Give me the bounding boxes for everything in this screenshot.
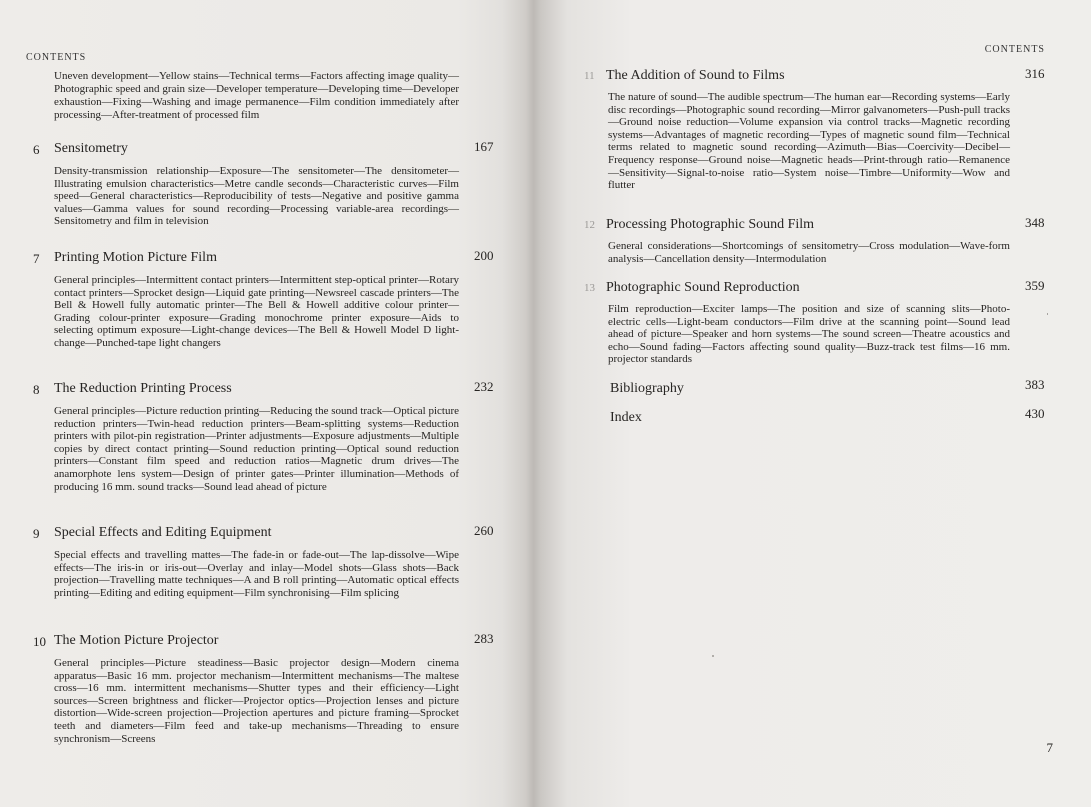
chapter-page-number: 167 <box>474 139 494 154</box>
chapter-page-number: 348 <box>1025 215 1045 230</box>
toc-index <box>610 406 1050 430</box>
back-matter-page-number: 383 <box>1025 377 1045 392</box>
chapter-number: 8 <box>33 382 40 397</box>
toc-chapter-7 <box>33 248 503 349</box>
chapter-title: The Addition of Sound to Films <box>606 68 785 83</box>
chapter-title: Sensitometry <box>54 141 128 156</box>
chapter-title: The Motion Picture Projector <box>54 633 219 648</box>
chapter-description: General considerations—Shortcomings of sensitometry—Cross modulation—Wave-form analysis—Cancellation density—Intermodulation <box>608 240 1010 265</box>
toc-chapter-8 <box>33 379 503 493</box>
chapter-page-number: 232 <box>474 379 494 394</box>
toc-chapter-12 <box>584 215 1091 265</box>
left-page <box>0 0 520 807</box>
page-folio: 7 <box>1046 740 1053 755</box>
toc-chapter-11 <box>584 66 1091 192</box>
back-matter-title: Bibliography <box>610 381 684 396</box>
chapter-title: Special Effects and Editing Equipment <box>54 525 272 540</box>
chapter-description: General principles—Picture reduction printing—Reducing the sound track—Optical picture reduction printers—Twin-head reduction printers—Beam-splitting systems—Reduction printers with pilot-pin registration—Printer adjustments—Exposure adjustments—Multiple copies by direct contact printing—Sound reduction printing—Optical sound reduction printers—Constant film speed and reduction ratios—Magnetic drum drives—The anamorphote lens system—Design of printer gates—Printer illumination—Methods of producing 16 mm. sound tracks—Sound lead ahead of picture <box>54 405 459 493</box>
toc-bibliography <box>610 377 1050 401</box>
toc-chapter-13 <box>584 278 1091 366</box>
paper-speck <box>712 655 714 657</box>
chapter-description: General principles—Picture steadiness—Basic projector design—Modern cinema apparatus—Basic 16 mm. projector mechanism—Intermittent mechanisms—The maltese cross—16 mm. intermittent mechanisms—Shutter types and their efficiency—Light sources—Screen brightness and flicker—Projector optics—Projection lenses and picture distortion—Wide-screen projection—Projection apertures and picture framing—Sprocket teeth and diameters—Film feed and take-up mechanisms—Threading to ensure synchronism—Screens <box>54 657 459 745</box>
chapter-title: Photographic Sound Reproduction <box>606 280 800 295</box>
chapter-description: Density-transmission relationship—Exposure—The sensitometer—The densitometer—Illustrating emulsion characteristics—Metre candle seconds—Characteristic curves—Film speed—General characteristics—Reproducibility of tests—Negative and positive gamma values—Gamma values for sound recording—Processing variable-area recordings—Sensitometry and film in television <box>54 165 459 228</box>
chapter-number: 12 <box>584 219 595 231</box>
back-matter-page-number: 430 <box>1025 406 1045 421</box>
running-head-left: CONTENTS <box>26 52 87 63</box>
chapter-page-number: 260 <box>474 523 494 538</box>
chapter-number: 10 <box>33 634 46 649</box>
toc-chapter-9 <box>33 523 503 599</box>
chapter-title: The Reduction Printing Process <box>54 381 232 396</box>
toc-chapter-6 <box>33 139 503 228</box>
chapter-description: The nature of sound—The audible spectrum—The human ear—Recording systems—Early disc recordings—Photographic sound recording—Mirror galvanometers—Push-pull tracks—Ground noise reduction—Volume expansion via control tracks—Magnetic recording systems—Advantages of magnetic recording—Types of magnetic sound film—Technical terms related to magnetic sound recording—Azimuth—Bias—Coercivity—Decibel—Frequency response—Ground noise—Magnetic heads—Print-through ratio—Remanence—Sensitivity—Signal-to-noise ratio—System noise—Timbre—Uniformity—Wow and flutter <box>608 91 1010 192</box>
paper-speck <box>1047 313 1048 315</box>
chapter-number: 13 <box>584 282 595 294</box>
back-matter-title: Index <box>610 410 642 425</box>
chapter-page-number: 316 <box>1025 66 1045 81</box>
running-head-right: CONTENTS <box>984 44 1045 55</box>
chapter-number: 9 <box>33 526 40 541</box>
chapter-number: 11 <box>584 70 595 82</box>
chapter-description: Film reproduction—Exciter lamps—The position and size of scanning slits—Photo-electric cells—Light-beam conductors—Film drive at the scanning point—Sound lead ahead of picture—Speaker and horn systems—The sound screen—Theatre acoustics and echo—Sound fading—Factors affecting sound quality—Buzz-track test films—16 mm. projector standards <box>608 303 1010 366</box>
chapter-number: 6 <box>33 142 40 157</box>
chapter-number: 7 <box>33 251 40 266</box>
chapter-title: Printing Motion Picture Film <box>54 250 217 265</box>
chapter-page-number: 283 <box>474 631 494 646</box>
chapter-description: Special effects and travelling mattes—The fade-in or fade-out—The lap-dissolve—Wipe effects—The iris-in or iris-out—Overlay and inlay—Model shots—Glass shots—Back projection—Travelling matte techniques—A and B roll printing—Automatic optical effects printing—Editing and editing equipment—Film synchronising—Film splicing <box>54 549 459 599</box>
chapter-page-number: 200 <box>474 248 494 263</box>
chapter-description: General principles—Intermittent contact printers—Intermittent step-optical printer—Rotary contact printers—Sprocket design—Liquid gate printing—Newsreel cascade printers—The Bell & Howell fully automatic printer—The Bell & Howell additive colour printer—Grading colour-printer exposure—Grading monochrome printer exposure—Aids to selecting optimum exposure—Light-change devices—The Bell & Howell Model D light-change—Punched-tape light changers <box>54 274 459 349</box>
chapter-title: Processing Photographic Sound Film <box>606 217 815 232</box>
toc-chapter-10 <box>33 631 503 745</box>
right-page <box>540 0 1091 807</box>
chapter-5-continuation: Uneven development—Yellow stains—Technical terms—Factors affecting image quality—Photographic speed and grain size—Developer temperature—Developing time—Developer exhaustion—Fixing—Washing and image permanence—Film condition immediately after processing—After-treatment of processed film <box>54 70 459 121</box>
chapter-page-number: 359 <box>1025 278 1045 293</box>
